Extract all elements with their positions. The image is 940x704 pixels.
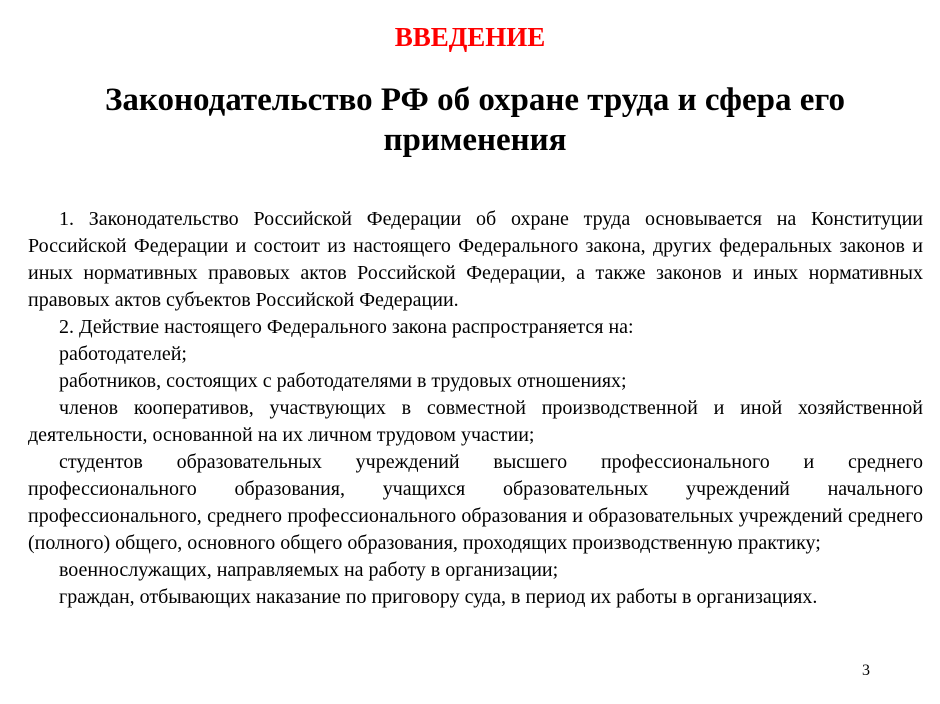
paragraph-scope-intro: 2. Действие настоящего Федерального закона распространяется на: — [59, 316, 634, 338]
list-item-servicemen: военнослужащих, направляемых на работу в организации; — [59, 559, 559, 581]
list-item-employers: работодателей; — [59, 343, 187, 365]
page-title: Законодательство РФ об охране труда и сфера его применения — [104, 82, 846, 158]
paragraph-legislation-basis: 1. Законодательство Российской Федерации об охране труда основывается на Конституции Российской Федерации и состоит из настоящего Федерального закона, других федеральных законов и иных нормативных правовых актов Российской Федерации, а также законов и иных нормативных правовых актов субъектов Российской Федерации. — [28, 208, 923, 311]
page-number: 3 — [862, 662, 870, 679]
list-item-employees: работников, состоящих с работодателями в трудовых отношениях; — [59, 370, 627, 392]
body-text — [28, 206, 923, 611]
list-item-students: студентов образовательных учреждений высшего профессионального и среднего профессионального образования, учащихся образовательных учреждений начального профессионального, среднего профессионального образования и образовательных учреждений среднего (полного) общего, основного общего образования, проходящих производственную практику; — [28, 451, 923, 554]
list-item-cooperative-members: членов кооперативов, участвующих в совместной производственной и иной хозяйственной деятельности, основанной на их личном трудовом участии; — [28, 397, 923, 446]
section-heading: ВВЕДЕНИЕ — [394, 22, 546, 52]
list-item-convicts: граждан, отбывающих наказание по приговору суда, в период их работы в организациях. — [59, 586, 818, 608]
